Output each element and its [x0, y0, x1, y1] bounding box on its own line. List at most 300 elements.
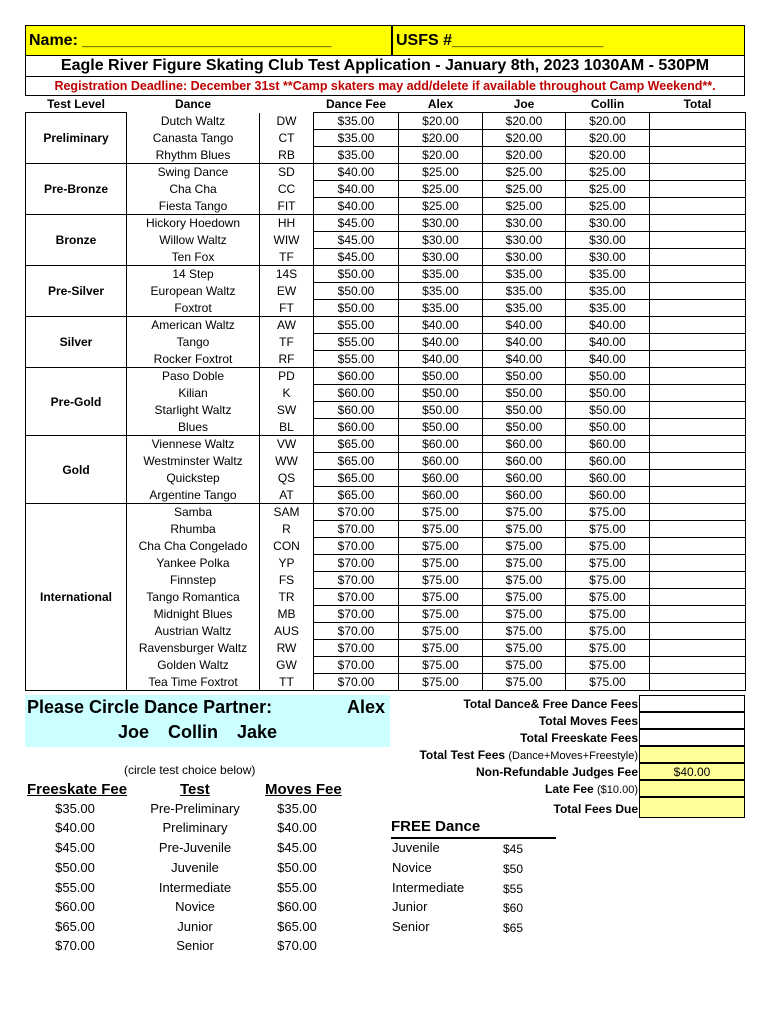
total-cell[interactable]: [650, 164, 746, 181]
dance-abbr-cell: DW: [260, 113, 314, 130]
collin-fee-cell[interactable]: $25.00: [566, 164, 650, 181]
dance-abbr-cell: 14S: [260, 266, 314, 283]
dance-abbr-cell: FS: [260, 572, 314, 589]
total-cell[interactable]: [650, 351, 746, 368]
total-cell[interactable]: [650, 487, 746, 504]
joe-fee-cell[interactable]: $60.00: [483, 436, 566, 453]
collin-fee-cell[interactable]: $40.00: [566, 351, 650, 368]
joe-fee-cell[interactable]: $60.00: [483, 470, 566, 487]
test-level-option[interactable]: Intermediate: [158, 880, 232, 895]
collin-fee-cell[interactable]: $50.00: [566, 385, 650, 402]
table-row: [26, 334, 746, 351]
alex-fee-cell[interactable]: $25.00: [399, 164, 483, 181]
alex-fee-cell[interactable]: $60.00: [399, 453, 483, 470]
table-row: [26, 300, 746, 317]
total-test-fees-label: [419, 748, 638, 762]
total-cell[interactable]: [650, 640, 746, 657]
dance-name-cell: Viennese Waltz: [127, 436, 260, 453]
joe-fee-cell[interactable]: $25.00: [483, 181, 566, 198]
dance-name-cell: European Waltz: [127, 283, 260, 300]
table-row: [26, 555, 746, 572]
dance-abbr-cell: AUS: [260, 623, 314, 640]
test-level-option[interactable]: Junior: [177, 919, 213, 934]
joe-fee-cell[interactable]: $75.00: [483, 538, 566, 555]
collin-fee-cell[interactable]: $60.00: [566, 470, 650, 487]
total-cell[interactable]: [650, 249, 746, 266]
alex-fee-cell[interactable]: $20.00: [399, 147, 483, 164]
alex-fee-cell[interactable]: $75.00: [399, 572, 483, 589]
judges-fee-label: Non-Refundable Judges Fee: [475, 765, 638, 779]
alex-fee-cell[interactable]: $25.00: [399, 181, 483, 198]
joe-fee-cell[interactable]: $35.00: [483, 300, 566, 317]
collin-fee-cell[interactable]: $30.00: [566, 215, 650, 232]
dance-fee-cell: $60.00: [314, 368, 399, 385]
test-level-option[interactable]: Novice: [175, 899, 215, 914]
dance-abbr-cell: WW: [260, 453, 314, 470]
table-row: [26, 198, 746, 215]
dance-fee-cell: $70.00: [314, 623, 399, 640]
dance-abbr-cell: FT: [260, 300, 314, 317]
collin-fee-cell[interactable]: $75.00: [566, 606, 650, 623]
total-cell[interactable]: [650, 504, 746, 521]
dance-name-cell: Quickstep: [127, 470, 260, 487]
joe-fee-cell[interactable]: $30.00: [483, 232, 566, 249]
collin-fee-cell[interactable]: $40.00: [566, 317, 650, 334]
dance-name-cell: Argentine Tango: [127, 487, 260, 504]
dance-abbr-cell: FIT: [260, 198, 314, 215]
alex-fee-cell[interactable]: $75.00: [399, 521, 483, 538]
collin-fee-cell[interactable]: $20.00: [566, 130, 650, 147]
dance-abbr-cell: AT: [260, 487, 314, 504]
table-row: [26, 436, 746, 453]
moves-fee-option[interactable]: $50.00: [277, 860, 317, 875]
collin-fee-cell[interactable]: $20.00: [566, 147, 650, 164]
alex-fee-cell[interactable]: $20.00: [399, 130, 483, 147]
table-row: [26, 589, 746, 606]
freeskate-fee-option[interactable]: $50.00: [55, 860, 95, 875]
free-dance-fee: $45: [503, 842, 524, 856]
dance-name-cell: Paso Doble: [127, 368, 260, 385]
table-row: [26, 283, 746, 300]
total-cell[interactable]: [650, 606, 746, 623]
col-header-collin: Collin: [590, 97, 625, 111]
dance-fee-cell: $70.00: [314, 589, 399, 606]
joe-fee-cell[interactable]: $20.00: [483, 147, 566, 164]
alex-fee-cell[interactable]: $60.00: [399, 470, 483, 487]
dance-fee-cell: $70.00: [314, 606, 399, 623]
collin-fee-cell[interactable]: $75.00: [566, 538, 650, 555]
col-header-dance: Dance: [174, 97, 212, 112]
registration-deadline: Registration Deadline: December 31st **Camp skaters may add/delete if available throughout Camp Weekend**.: [25, 77, 745, 96]
alex-fee-cell[interactable]: $75.00: [399, 623, 483, 640]
alex-fee-cell[interactable]: $75.00: [399, 589, 483, 606]
table-row: [26, 453, 746, 470]
free-dance-level[interactable]: Intermediate: [392, 880, 465, 895]
alex-fee-cell[interactable]: $75.00: [399, 640, 483, 657]
total-freeskate-field[interactable]: [639, 729, 745, 746]
circle-test-note: (circle test choice below): [124, 763, 256, 777]
total-freeskate-label: Total Freeskate Fees: [520, 731, 638, 745]
alex-fee-cell[interactable]: $30.00: [399, 249, 483, 266]
collin-fee-cell[interactable]: $60.00: [566, 436, 650, 453]
dance-abbr-cell: YP: [260, 555, 314, 572]
moves-fee-option[interactable]: $40.00: [277, 820, 317, 835]
dance-abbr-cell: TR: [260, 589, 314, 606]
total-cell[interactable]: [650, 317, 746, 334]
dance-name-cell: Ravensburger Waltz: [127, 640, 260, 657]
usfs-label: USFS #_________________: [396, 31, 604, 49]
dance-abbr-cell: SW: [260, 402, 314, 419]
table-row: [26, 521, 746, 538]
alex-fee-cell[interactable]: $50.00: [399, 385, 483, 402]
joe-fee-cell[interactable]: $40.00: [483, 317, 566, 334]
free-dance-level[interactable]: Junior: [392, 899, 428, 914]
collin-fee-cell[interactable]: $20.00: [566, 113, 650, 130]
joe-fee-cell[interactable]: $35.00: [483, 283, 566, 300]
dance-abbr-cell: TT: [260, 674, 314, 691]
col-header-alex: Alex: [427, 97, 454, 111]
collin-fee-cell[interactable]: $50.00: [566, 368, 650, 385]
dance-name-cell: Tea Time Foxtrot: [127, 674, 260, 691]
freeskate-fee-option[interactable]: $70.00: [55, 938, 95, 953]
late-fee-note: ($10.00): [597, 784, 638, 796]
collin-fee-cell[interactable]: $75.00: [566, 555, 650, 572]
collin-fee-cell[interactable]: $75.00: [566, 674, 650, 691]
table-row: [26, 504, 746, 521]
dance-name-cell: Samba: [127, 504, 260, 521]
alex-fee-cell[interactable]: $20.00: [399, 113, 483, 130]
total-cell[interactable]: [650, 198, 746, 215]
col-header-abbr: [260, 96, 314, 113]
joe-fee-cell[interactable]: $25.00: [483, 198, 566, 215]
joe-fee-cell[interactable]: $25.00: [483, 164, 566, 181]
free-dance-fee: $55: [503, 882, 524, 896]
alex-fee-cell[interactable]: $35.00: [399, 283, 483, 300]
test-header: Test: [180, 781, 210, 798]
alex-fee-cell[interactable]: $60.00: [399, 487, 483, 504]
collin-fee-cell[interactable]: $75.00: [566, 589, 650, 606]
test-level-cell: Pre-Gold: [26, 368, 127, 436]
joe-fee-cell[interactable]: $30.00: [483, 215, 566, 232]
late-fee-text: Late Fee: [544, 782, 594, 796]
dance-name-cell: Austrian Waltz: [127, 623, 260, 640]
joe-fee-cell[interactable]: $30.00: [483, 249, 566, 266]
usfs-field[interactable]: [392, 25, 745, 56]
dance-fee-cell: $40.00: [314, 198, 399, 215]
joe-fee-cell[interactable]: $75.00: [483, 521, 566, 538]
joe-fee-cell[interactable]: $75.00: [483, 606, 566, 623]
test-level-option[interactable]: Pre-Preliminary: [150, 801, 240, 816]
collin-fee-cell[interactable]: $75.00: [566, 623, 650, 640]
col-header-dance-fee: Dance Fee: [325, 97, 387, 111]
joe-fee-cell[interactable]: $75.00: [483, 555, 566, 572]
joe-fee-cell[interactable]: $50.00: [483, 402, 566, 419]
dance-fee-cell: $50.00: [314, 266, 399, 283]
dance-name-cell: 14 Step: [127, 266, 260, 283]
dance-name-cell: Rhythm Blues: [127, 147, 260, 164]
dance-name-cell: Dutch Waltz: [127, 113, 260, 130]
joe-fee-cell[interactable]: $40.00: [483, 334, 566, 351]
dance-fee-cell: $65.00: [314, 487, 399, 504]
total-cell[interactable]: [650, 300, 746, 317]
table-row: [26, 657, 746, 674]
collin-fee-cell[interactable]: $60.00: [566, 453, 650, 470]
joe-fee-cell[interactable]: $50.00: [483, 368, 566, 385]
alex-fee-cell[interactable]: $35.00: [399, 300, 483, 317]
total-cell[interactable]: [650, 555, 746, 572]
joe-fee-cell[interactable]: $50.00: [483, 385, 566, 402]
collin-fee-cell[interactable]: $75.00: [566, 504, 650, 521]
collin-fee-cell[interactable]: $30.00: [566, 249, 650, 266]
total-cell[interactable]: [650, 181, 746, 198]
dance-fee-cell: $40.00: [314, 164, 399, 181]
alex-fee-cell[interactable]: $75.00: [399, 538, 483, 555]
dance-fee-cell: $70.00: [314, 521, 399, 538]
total-cell[interactable]: [650, 232, 746, 249]
joe-fee-cell[interactable]: $40.00: [483, 351, 566, 368]
dance-fee-cell: $35.00: [314, 147, 399, 164]
late-fee-label: [545, 782, 638, 796]
dance-name-cell: Tango Romantica: [127, 589, 260, 606]
table-row: [26, 623, 746, 640]
dance-fee-cell: $70.00: [314, 555, 399, 572]
collin-fee-cell[interactable]: $35.00: [566, 266, 650, 283]
free-dance-fee: $50: [503, 862, 524, 876]
test-level-option[interactable]: Pre-Juvenile: [158, 840, 232, 855]
alex-fee-cell[interactable]: $50.00: [399, 419, 483, 436]
dance-name-cell: Rocker Foxtrot: [127, 351, 260, 368]
alex-fee-cell[interactable]: $75.00: [399, 674, 483, 691]
dance-abbr-cell: CT: [260, 130, 314, 147]
dance-abbr-cell: VW: [260, 436, 314, 453]
total-cell[interactable]: [650, 385, 746, 402]
moves-fee-option[interactable]: $60.00: [277, 899, 317, 914]
dance-fee-cell: $35.00: [314, 130, 399, 147]
dance-abbr-cell: RW: [260, 640, 314, 657]
dance-name-cell: Finnstep: [127, 572, 260, 589]
dance-name-cell: Westminster Waltz: [127, 453, 260, 470]
alex-fee-cell[interactable]: $35.00: [399, 266, 483, 283]
table-row: [26, 113, 746, 130]
collin-fee-cell[interactable]: $75.00: [566, 657, 650, 674]
dance-abbr-cell: TF: [260, 334, 314, 351]
header-row: [25, 25, 745, 56]
freeskate-fee-option[interactable]: $35.00: [55, 801, 95, 816]
joe-fee-cell[interactable]: $20.00: [483, 130, 566, 147]
dance-fee-cell: $60.00: [314, 402, 399, 419]
total-cell[interactable]: [650, 113, 746, 130]
moves-fee-option[interactable]: $55.00: [277, 880, 317, 895]
free-dance-level[interactable]: Juvenile: [392, 840, 440, 855]
dance-fee-cell: $70.00: [314, 538, 399, 555]
total-cell[interactable]: [650, 623, 746, 640]
total-cell[interactable]: [650, 453, 746, 470]
freeskate-fee-option[interactable]: $60.00: [55, 899, 95, 914]
collin-fee-cell[interactable]: $35.00: [566, 283, 650, 300]
collin-fee-cell[interactable]: $50.00: [566, 402, 650, 419]
collin-fee-cell[interactable]: $40.00: [566, 334, 650, 351]
collin-fee-cell[interactable]: $75.00: [566, 572, 650, 589]
name-field[interactable]: [25, 25, 392, 56]
moves-fee-option[interactable]: $35.00: [277, 801, 317, 816]
joe-fee-cell[interactable]: $75.00: [483, 504, 566, 521]
total-cell[interactable]: [650, 436, 746, 453]
total-cell[interactable]: [650, 130, 746, 147]
total-cell[interactable]: [650, 334, 746, 351]
total-test-fees-field[interactable]: [639, 746, 745, 763]
total-cell[interactable]: [650, 572, 746, 589]
total-fees-due-field[interactable]: [639, 797, 745, 818]
dance-fee-cell: $35.00: [314, 113, 399, 130]
alex-fee-cell[interactable]: $40.00: [399, 351, 483, 368]
dance-fee-cell: $70.00: [314, 572, 399, 589]
dance-name-cell: Blues: [127, 419, 260, 436]
test-level-option[interactable]: Preliminary: [162, 820, 228, 835]
joe-fee-cell[interactable]: $75.00: [483, 572, 566, 589]
test-level-option[interactable]: Senior: [176, 938, 214, 953]
test-level-cell: Silver: [26, 317, 127, 368]
total-cell[interactable]: [650, 266, 746, 283]
alex-fee-cell[interactable]: $75.00: [399, 555, 483, 572]
total-cell[interactable]: [650, 538, 746, 555]
dance-abbr-cell: SAM: [260, 504, 314, 521]
total-moves-field[interactable]: [639, 712, 745, 729]
dance-name-cell: Tango: [127, 334, 260, 351]
total-cell[interactable]: [650, 589, 746, 606]
collin-fee-cell[interactable]: $35.00: [566, 300, 650, 317]
total-cell[interactable]: [650, 215, 746, 232]
joe-fee-cell[interactable]: $75.00: [483, 623, 566, 640]
free-dance-level[interactable]: Senior: [392, 919, 430, 934]
dance-fee-cell: $45.00: [314, 249, 399, 266]
table-row: [26, 164, 746, 181]
alex-fee-cell[interactable]: $30.00: [399, 232, 483, 249]
collin-fee-cell[interactable]: $25.00: [566, 198, 650, 215]
total-cell[interactable]: [650, 402, 746, 419]
alex-fee-cell[interactable]: $30.00: [399, 215, 483, 232]
table-row: [26, 385, 746, 402]
dance-fee-cell: $70.00: [314, 674, 399, 691]
late-fee-field[interactable]: [639, 780, 745, 797]
alex-fee-cell[interactable]: $25.00: [399, 198, 483, 215]
table-row: [26, 419, 746, 436]
dance-name-cell: Hickory Hoedown: [127, 215, 260, 232]
joe-fee-cell[interactable]: $75.00: [483, 674, 566, 691]
alex-fee-cell[interactable]: $50.00: [399, 402, 483, 419]
test-level-cell: International: [26, 504, 127, 691]
joe-fee-cell[interactable]: $60.00: [483, 487, 566, 504]
joe-fee-cell[interactable]: $50.00: [483, 419, 566, 436]
total-cell[interactable]: [650, 419, 746, 436]
dance-fee-cell: $45.00: [314, 215, 399, 232]
table-row: [26, 249, 746, 266]
joe-fee-cell[interactable]: $75.00: [483, 657, 566, 674]
judges-fee-field: $40.00: [639, 763, 745, 780]
free-dance-level[interactable]: Novice: [392, 860, 432, 875]
collin-fee-cell[interactable]: $30.00: [566, 232, 650, 249]
collin-fee-cell[interactable]: $75.00: [566, 521, 650, 538]
partner-options[interactable]: Joe Collin Jake: [118, 722, 278, 742]
alex-fee-cell[interactable]: $40.00: [399, 334, 483, 351]
alex-fee-cell[interactable]: $75.00: [399, 606, 483, 623]
dance-fee-cell: $65.00: [314, 470, 399, 487]
collin-fee-cell[interactable]: $75.00: [566, 640, 650, 657]
dance-fee-cell: $70.00: [314, 504, 399, 521]
table-row: [26, 147, 746, 164]
dance-test-table: [25, 96, 746, 691]
dance-abbr-cell: R: [260, 521, 314, 538]
test-level-option[interactable]: Juvenile: [171, 860, 219, 875]
freeskate-fee-option[interactable]: $40.00: [55, 820, 95, 835]
test-level-cell: Preliminary: [26, 113, 127, 164]
dance-name-cell: Cha Cha Congelado: [127, 538, 260, 555]
table-row: [26, 538, 746, 555]
alex-fee-cell[interactable]: $60.00: [399, 436, 483, 453]
dance-abbr-cell: EW: [260, 283, 314, 300]
dance-abbr-cell: GW: [260, 657, 314, 674]
total-cell[interactable]: [650, 368, 746, 385]
collin-fee-cell[interactable]: $60.00: [566, 487, 650, 504]
total-cell[interactable]: [650, 470, 746, 487]
total-cell[interactable]: [650, 521, 746, 538]
col-header-test-level: Test Level: [47, 97, 105, 111]
collin-fee-cell[interactable]: $25.00: [566, 181, 650, 198]
table-row: [26, 215, 746, 232]
joe-fee-cell[interactable]: $75.00: [483, 589, 566, 606]
joe-fee-cell[interactable]: $20.00: [483, 113, 566, 130]
col-header-total: Total: [683, 97, 712, 111]
dance-name-cell: Ten Fox: [127, 249, 260, 266]
total-cell[interactable]: [650, 283, 746, 300]
total-cell[interactable]: [650, 674, 746, 691]
alex-fee-cell[interactable]: $75.00: [399, 657, 483, 674]
total-cell[interactable]: [650, 657, 746, 674]
moves-fee-header: Moves Fee: [265, 781, 342, 798]
joe-fee-cell[interactable]: $35.00: [483, 266, 566, 283]
table-row: [26, 266, 746, 283]
alex-fee-cell[interactable]: $40.00: [399, 317, 483, 334]
total-fees-due-label: Total Fees Due: [553, 802, 638, 816]
joe-fee-cell[interactable]: $60.00: [483, 453, 566, 470]
total-dance-free-field[interactable]: [639, 695, 745, 712]
table-row: [26, 470, 746, 487]
dance-name-cell: Canasta Tango: [127, 130, 260, 147]
dance-fee-cell: $70.00: [314, 640, 399, 657]
alex-fee-cell[interactable]: $50.00: [399, 368, 483, 385]
freeskate-fee-option[interactable]: $55.00: [55, 880, 95, 895]
total-test-fees-note: (Dance+Moves+Freestyle): [508, 750, 638, 762]
joe-fee-cell[interactable]: $75.00: [483, 640, 566, 657]
dance-abbr-cell: AW: [260, 317, 314, 334]
freeskate-fee-option[interactable]: $45.00: [55, 840, 95, 855]
free-dance-header: FREE Dance: [391, 818, 556, 839]
collin-fee-cell[interactable]: $50.00: [566, 419, 650, 436]
moves-fee-option[interactable]: $65.00: [277, 919, 317, 934]
alex-fee-cell[interactable]: $75.00: [399, 504, 483, 521]
partner-alex[interactable]: Alex: [347, 697, 386, 717]
table-row: [26, 317, 746, 334]
dance-name-cell: Fiesta Tango: [127, 198, 260, 215]
dance-fee-cell: $40.00: [314, 181, 399, 198]
dance-name-cell: American Waltz: [127, 317, 260, 334]
moves-fee-option[interactable]: $45.00: [277, 840, 317, 855]
table-row: [26, 181, 746, 198]
total-cell[interactable]: [650, 147, 746, 164]
freeskate-fee-option[interactable]: $65.00: [55, 919, 95, 934]
dance-fee-cell: $50.00: [314, 300, 399, 317]
dance-fee-cell: $55.00: [314, 334, 399, 351]
moves-fee-option[interactable]: $70.00: [277, 938, 317, 953]
